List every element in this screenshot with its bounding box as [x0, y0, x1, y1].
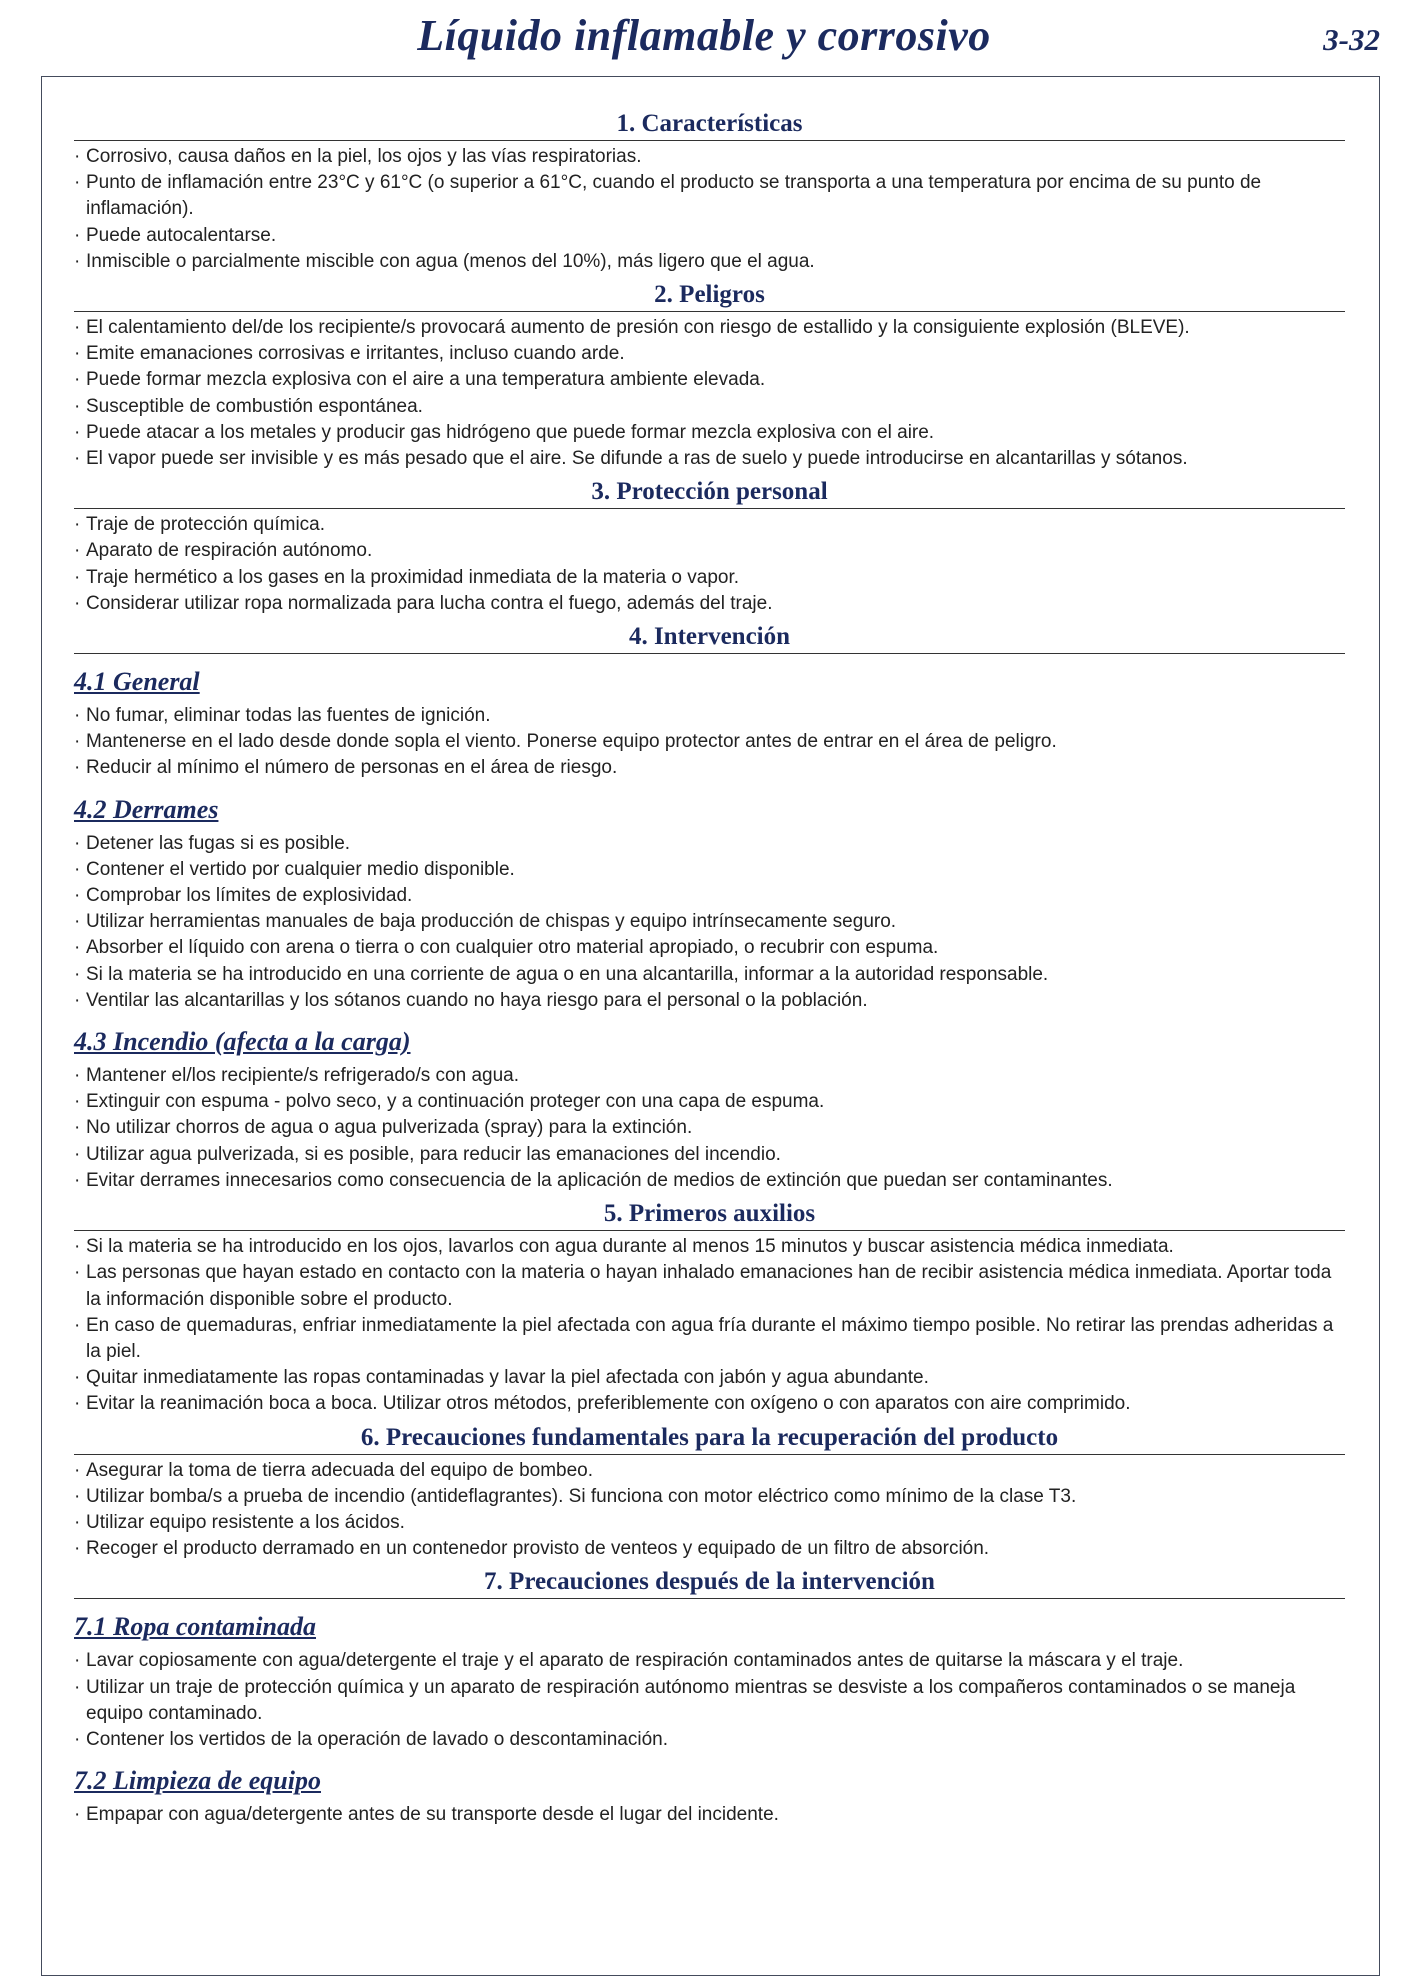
- list-item: · No fumar, eliminar todas las fuentes de ignición.: [74, 703, 1345, 729]
- subsection-heading: 4.2 Derrames: [74, 794, 219, 824]
- bullet-list: [74, 512, 1345, 617]
- section: [74, 622, 1345, 1194]
- bullet-list: [74, 1802, 1345, 1828]
- bullet-list: [74, 1458, 1345, 1563]
- section-heading: 2. Peligros: [74, 280, 1345, 312]
- list-item: · Corrosivo, causa daños en la piel, los ojos y las vías respiratorias.: [74, 144, 1345, 170]
- subsection-heading: 4.1 General: [74, 667, 200, 697]
- bullet-list: [74, 144, 1345, 275]
- list-item: · Considerar utilizar ropa normalizada para lucha contra el fuego, además del traje.: [74, 591, 1345, 617]
- list-item: · Puede autocalentarse.: [74, 223, 1345, 249]
- bullet-list: [74, 1234, 1345, 1417]
- list-item: · Detener las fugas si es posible.: [74, 831, 1345, 857]
- section-heading: 5. Primeros auxilios: [74, 1199, 1345, 1231]
- list-item: · En caso de quemaduras, enfriar inmediatamente la piel afectada con agua fría durante el máximo tiempo posible. No retirar las prendas adheridas a la piel.: [74, 1313, 1345, 1365]
- list-item: · Reducir al mínimo el número de personas en el área de riesgo.: [74, 755, 1345, 781]
- list-item: · Evitar la reanimación boca a boca. Utilizar otros métodos, preferiblemente con oxígeno o con aparatos con aire comprimido.: [74, 1391, 1345, 1417]
- section-heading: 4. Intervención: [74, 622, 1345, 654]
- subsection-heading: 7.1 Ropa contaminada: [74, 1612, 316, 1642]
- section-heading: 7. Precauciones después de la intervención: [74, 1567, 1345, 1599]
- list-item: · Contener el vertido por cualquier medio disponible.: [74, 857, 1345, 883]
- list-item: · Susceptible de combustión espontánea.: [74, 394, 1345, 420]
- list-item: · Mantener el/los recipiente/s refrigerado/s con agua.: [74, 1063, 1345, 1089]
- document-title: Líquido inflamable y corrosivo: [417, 11, 991, 60]
- bullet-list: [74, 831, 1345, 1014]
- list-item: · No utilizar chorros de agua o agua pulverizada (spray) para la extinción.: [74, 1115, 1345, 1141]
- list-item: · Utilizar agua pulverizada, si es posible, para reducir las emanaciones del incendio.: [74, 1142, 1345, 1168]
- list-item: · Quitar inmediatamente las ropas contaminadas y lavar la piel afectada con jabón y agua abundante.: [74, 1365, 1345, 1391]
- list-item: · Traje de protección química.: [74, 512, 1345, 538]
- list-item: · Traje hermético a los gases en la proximidad inmediata de la materia o vapor.: [74, 565, 1345, 591]
- list-item: · Asegurar la toma de tierra adecuada del equipo de bombeo.: [74, 1458, 1345, 1484]
- list-item: · Extinguir con espuma - polvo seco, y a continuación proteger con una capa de espuma.: [74, 1089, 1345, 1115]
- content-frame: [41, 76, 1380, 1976]
- list-item: · Utilizar equipo resistente a los ácidos.: [74, 1510, 1345, 1536]
- section: [74, 109, 1345, 275]
- list-item: · Utilizar un traje de protección química y un aparato de respiración autónomo mientras se desviste a los compañeros contaminados o se maneja equipo contaminado.: [74, 1675, 1345, 1727]
- subsection-heading: 7.2 Limpieza de equipo: [74, 1766, 321, 1796]
- page-number: 3-32: [1323, 22, 1380, 57]
- list-item: · El vapor puede ser invisible y es más pesado que el aire. Se difunde a ras de suelo y puede introducirse en alcantarillas y sótanos.: [74, 446, 1345, 472]
- list-item: · Puede formar mezcla explosiva con el aire a una temperatura ambiente elevada.: [74, 367, 1345, 393]
- list-item: · Emite emanaciones corrosivas e irritantes, incluso cuando arde.: [74, 341, 1345, 367]
- section: [74, 477, 1345, 617]
- section: [74, 1199, 1345, 1417]
- subsection-heading: 4.3 Incendio (afecta a la carga): [74, 1027, 411, 1057]
- list-item: · Inmiscible o parcialmente miscible con agua (menos del 10%), más ligero que el agua.: [74, 249, 1345, 275]
- list-item: · Mantenerse en el lado desde donde sopla el viento. Ponerse equipo protector antes de entrar en el área de peligro.: [74, 729, 1345, 755]
- list-item: · Puede atacar a los metales y producir gas hidrógeno que puede formar mezcla explosiva con el aire.: [74, 420, 1345, 446]
- bullet-list: [74, 315, 1345, 472]
- list-item: · Utilizar bomba/s a prueba de incendio (antideflagrantes). Si funciona con motor eléctrico como mínimo de la clase T3.: [74, 1484, 1345, 1510]
- list-item: · Empapar con agua/detergente antes de su transporte desde el lugar del incidente.: [74, 1802, 1345, 1828]
- list-item: · Aparato de respiración autónomo.: [74, 538, 1345, 564]
- list-item: · Ventilar las alcantarillas y los sótanos cuando no haya riesgo para el personal o la población.: [74, 988, 1345, 1014]
- list-item: · Comprobar los límites de explosividad.: [74, 883, 1345, 909]
- section-heading: 6. Precauciones fundamentales para la recuperación del producto: [74, 1423, 1345, 1455]
- list-item: · Las personas que hayan estado en contacto con la materia o hayan inhalado emanaciones han de recibir asistencia médica inmediata. Aportar toda la información disponible sobre el producto.: [74, 1260, 1345, 1312]
- list-item: · Punto de inflamación entre 23°C y 61°C (o superior a 61°C, cuando el producto se transporta a una temperatura por encima de su punto de inflamación).: [74, 170, 1345, 222]
- list-item: · Lavar copiosamente con agua/detergente el traje y el aparato de respiración contaminados antes de quitarse la máscara y el traje.: [74, 1648, 1345, 1674]
- bullet-list: [74, 703, 1345, 782]
- list-item: · Si la materia se ha introducido en los ojos, lavarlos con agua durante al menos 15 minutos y buscar asistencia médica inmediata.: [74, 1234, 1345, 1260]
- section: [74, 280, 1345, 472]
- bullet-list: [74, 1063, 1345, 1194]
- section: [74, 1423, 1345, 1563]
- list-item: · El calentamiento del/de los recipiente/s provocará aumento de presión con riesgo de estallido y la consiguiente explosión (BLEVE).: [74, 315, 1345, 341]
- list-item: · Evitar derrames innecesarios como consecuencia de la aplicación de medios de extinción que puedan ser contaminantes.: [74, 1168, 1345, 1194]
- list-item: · Utilizar herramientas manuales de baja producción de chispas y equipo intrínsecamente seguro.: [74, 909, 1345, 935]
- section: [74, 1567, 1345, 1828]
- section-heading: 3. Protección personal: [74, 477, 1345, 509]
- list-item: · Si la materia se ha introducido en una corriente de agua o en una alcantarilla, informar a la autoridad responsable.: [74, 962, 1345, 988]
- list-item: · Recoger el producto derramado en un contenedor provisto de venteos y equipado de un filtro de absorción.: [74, 1536, 1345, 1562]
- bullet-list: [74, 1648, 1345, 1753]
- section-heading: 1. Características: [74, 109, 1345, 141]
- list-item: · Contener los vertidos de la operación de lavado o descontaminación.: [74, 1727, 1345, 1753]
- list-item: · Absorber el líquido con arena o tierra o con cualquier otro material apropiado, o recubrir con espuma.: [74, 935, 1345, 961]
